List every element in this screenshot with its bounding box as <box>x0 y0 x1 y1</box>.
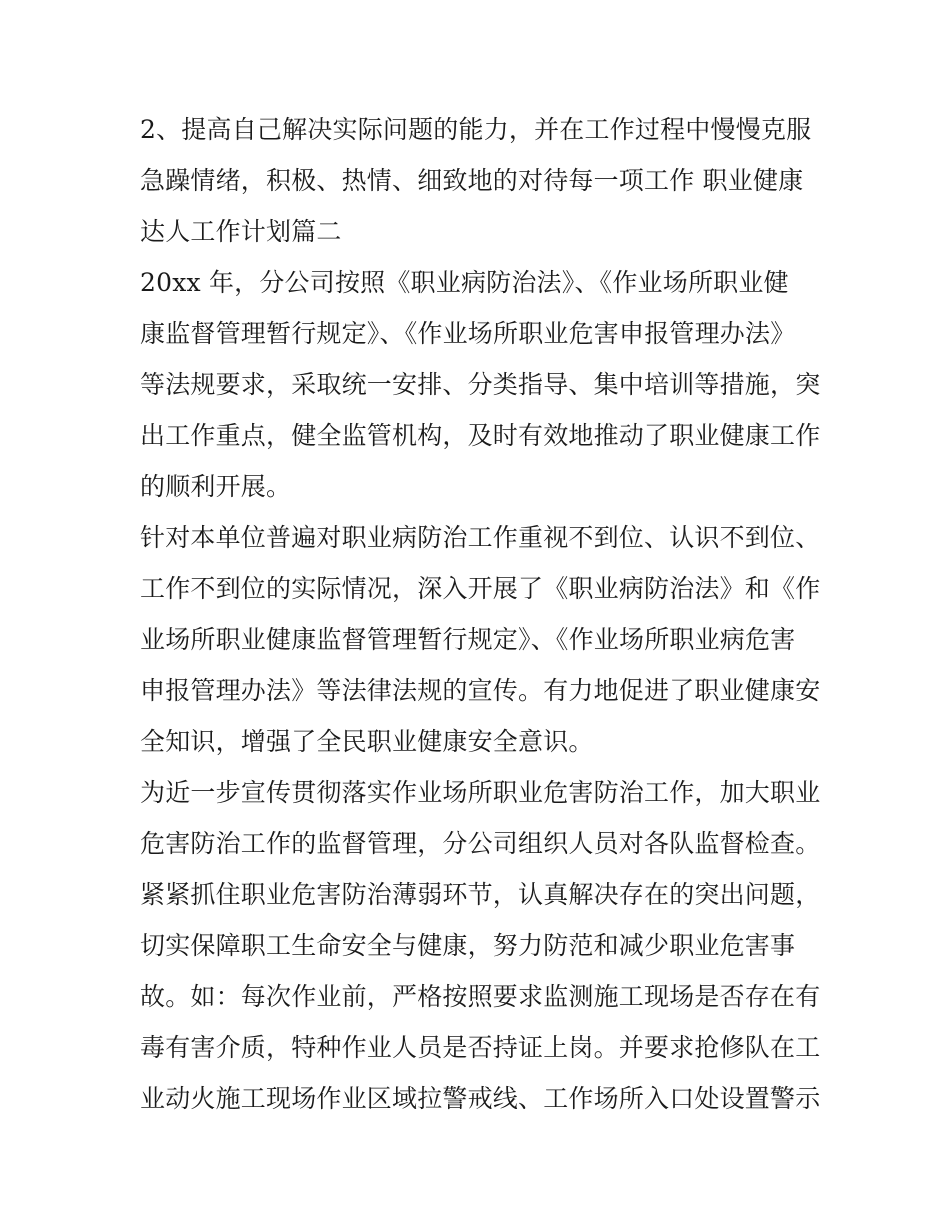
section-heading-line: 达人工作计划篇二 <box>140 217 342 246</box>
text-line: 康监督管理暂行规定》、《作业场所职业危害申报管理办法》 <box>140 319 796 348</box>
document-body <box>140 104 820 1124</box>
text-line: 工作不到位的实际情况，深入开展了《职业病防治法》和《作 <box>140 574 820 603</box>
text-line: 针对本单位普遍对职业病防治工作重视不到位、认识不到位、 <box>140 523 820 552</box>
text-line: 的顺利开展。 <box>140 472 292 501</box>
text-line: 全知识，增强了全民职业健康安全意识。 <box>140 727 594 756</box>
text-line: 为近一步宣传贯彻落实作业场所职业危害防治工作，加大职业 <box>140 778 820 807</box>
text-line: 故。如：每次作业前，严格按照要求监测施工现场是否存在有 <box>140 982 820 1011</box>
text-line: 急躁情绪，积极、热情、细致地的对待每一项工作 职业健康 <box>140 166 804 195</box>
text-line: 危害防治工作的监督管理，分公司组织人员对各队监督检查。 <box>140 829 820 858</box>
text-line: 切实保障职工生命安全与健康，努力防范和减少职业危害事 <box>140 931 796 960</box>
text-line: 申报管理办法》等法律法规的宣传。有力地促进了职业健康安 <box>140 676 820 705</box>
text-line: 毒有害介质，特种作业人员是否持证上岗。并要求抢修队在工 <box>140 1033 820 1062</box>
text-line: 业动火施工现场作业区域拉警戒线、工作场所入口处设置警示 <box>140 1084 820 1113</box>
text-line: 出工作重点，健全监管机构，及时有效地推动了职业健康工作 <box>140 421 820 450</box>
text-line: 等法规要求，采取统一安排、分类指导、集中培训等措施，突 <box>140 370 820 399</box>
text-line: 紧紧抓住职业危害防治薄弱环节，认真解决存在的突出问题， <box>140 880 820 909</box>
text-line: 业场所职业健康监督管理暂行规定》、《作业场所职业病危害 <box>140 625 796 654</box>
text-line: 20xx 年，分公司按照《职业病防治法》、《作业场所职业健 <box>140 268 789 297</box>
text-line: 2、提高自己解决实际问题的能力，并在工作过程中慢慢克服 <box>140 115 812 144</box>
